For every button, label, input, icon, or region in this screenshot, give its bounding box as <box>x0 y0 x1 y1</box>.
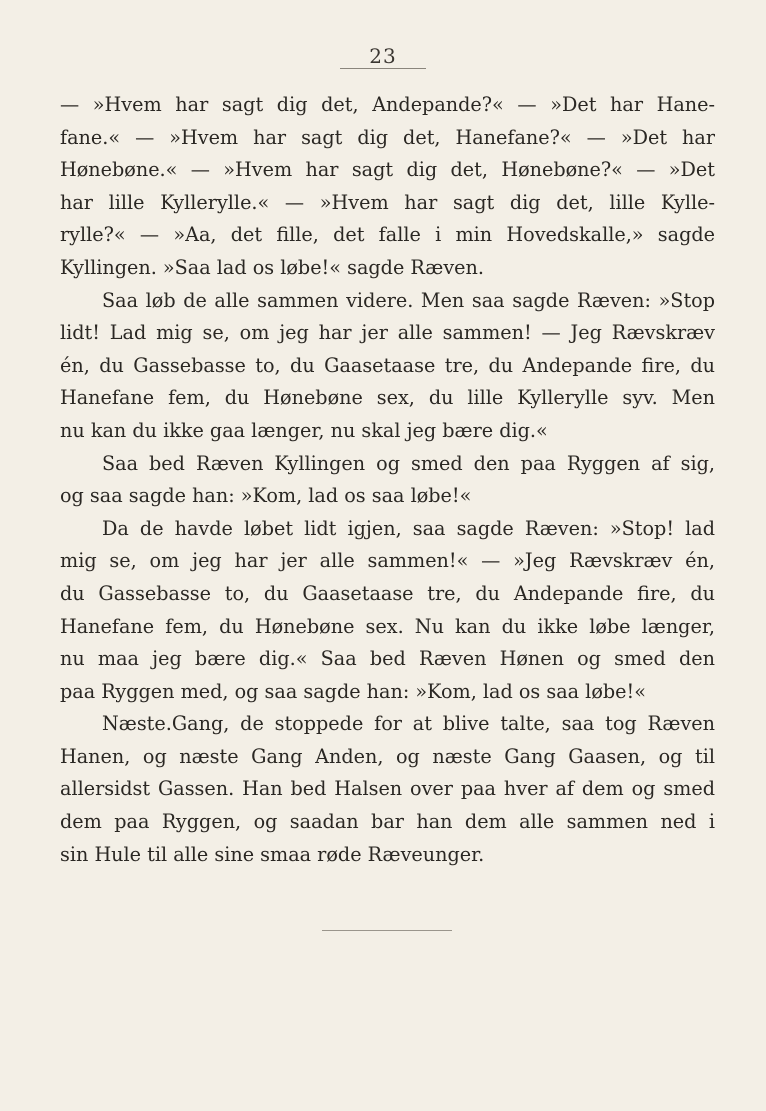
text-line: rylle?« — »Aa, det fille, det falle i min Hovedskalle,» sagde <box>60 223 715 247</box>
text-line: Saa løb de alle sammen videre. Men saa sagde Ræven: »Stop <box>102 288 715 312</box>
text-body <box>60 89 715 871</box>
text-line: Hanen, og næste Gang Anden, og næste Gang Gaasen, og til <box>60 744 715 768</box>
page-number-rule <box>340 68 426 69</box>
text-line: fane.« — »Hvem har sagt dig det, Hanefane?« — »Det har <box>60 125 715 149</box>
text-line: lidt! Lad mig se, om jeg har jer alle sammen! — Jeg Rævskræv <box>60 321 715 345</box>
text-line: Da de havde løbet lidt igjen, saa sagde Ræven: »Stop! lad <box>102 516 715 540</box>
text-line: nu maa jeg bære dig.« Saa bed Ræven Hønen og smed den <box>60 647 715 671</box>
text-line: mig se, om jeg har jer alle sammen!« — »Jeg Rævskræv én, <box>60 549 715 573</box>
text-line: — »Hvem har sagt dig det, Andepande?« — »Det har Hane- <box>60 93 715 116</box>
text-line: dem paa Ryggen, og saadan bar han dem alle sammen ned i <box>60 810 715 834</box>
text-line: har lille Kyllerylle.« — »Hvem har sagt dig det, lille Kylle- <box>60 190 715 214</box>
text-line: Hanefane fem, du Hønebøne sex, du lille Kyllerylle syv. Men <box>60 386 715 410</box>
end-rule <box>322 930 452 931</box>
text-line: én, du Gassebasse to, du Gaasetaase tre, du Andepande fire, du <box>60 353 715 377</box>
text-line: Næste.Gang, de stoppede for at blive talte, saa tog Ræven <box>102 712 715 736</box>
text-line: paa Ryggen med, og saa sagde han: »Kom, lad os saa løbe!« <box>60 679 646 703</box>
text-line: nu kan du ikke gaa længer, nu skal jeg bære dig.« <box>60 418 548 442</box>
text-line: allersidst Gassen. Han bed Halsen over paa hver af dem og smed <box>60 777 715 801</box>
text-line: og saa sagde han: »Kom, lad os saa løbe!« <box>60 484 472 508</box>
text-line: Kyllingen. »Saa lad os løbe!« sagde Ræven. <box>60 255 484 279</box>
text-line: Saa bed Ræven Kyllingen og smed den paa Ryggen af sig, <box>102 451 715 475</box>
text-line: Hønebøne.« — »Hvem har sagt dig det, Hønebøne?« — »Det <box>60 158 715 182</box>
text-line: Hanefane fem, du Hønebøne sex. Nu kan du ikke løbe længer, <box>60 614 715 638</box>
page-number: 23 <box>369 44 397 68</box>
text-line: sin Hule til alle sine smaa røde Ræveunger. <box>60 842 485 866</box>
text-line: du Gassebasse to, du Gaasetaase tre, du Andepande fire, du <box>60 581 715 605</box>
